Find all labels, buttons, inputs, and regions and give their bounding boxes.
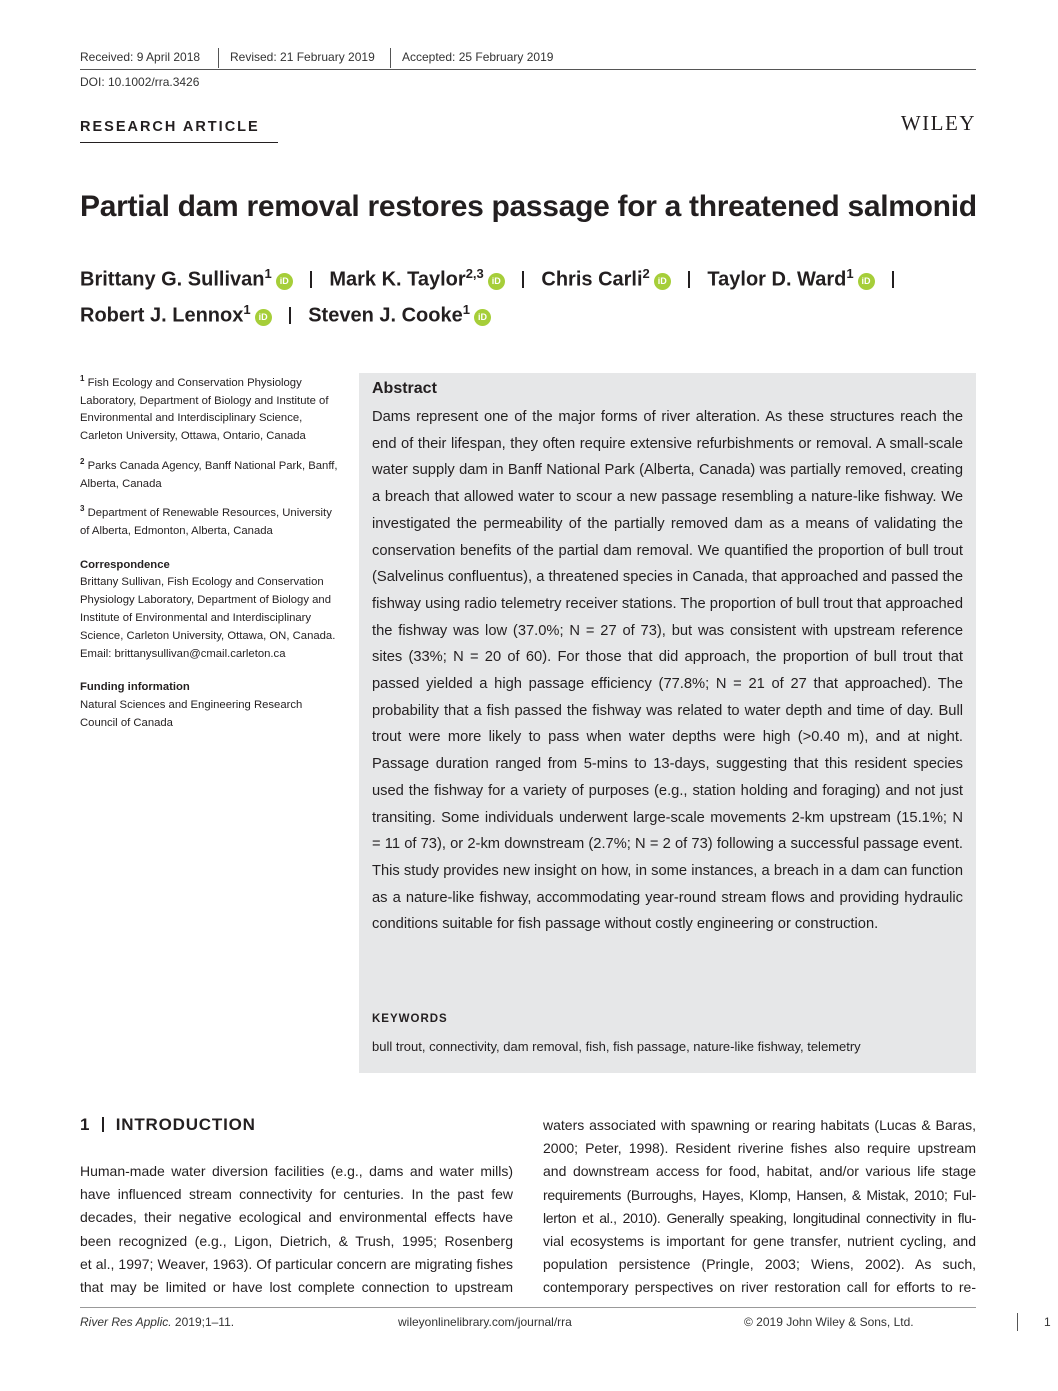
- orcid-icon[interactable]: iD: [276, 273, 293, 290]
- orcid-icon[interactable]: iD: [255, 309, 272, 326]
- section-title: INTRODUCTION: [115, 1115, 256, 1134]
- doi[interactable]: DOI: 10.1002/rra.3426: [80, 75, 200, 89]
- orcid-icon[interactable]: iD: [488, 273, 505, 290]
- body-line: requirements (Burroughs, Hayes, Klomp, Hansen, & Mistak, 2010; Ful-: [543, 1186, 976, 1203]
- author-affiliation: 2,3: [465, 266, 484, 281]
- section-heading-introduction: [80, 1115, 256, 1135]
- keywords-list: bull trout, connectivity, dam removal, fish, fish passage, nature-like fishway, telemetry: [372, 1039, 861, 1054]
- body-column-right: [543, 1114, 976, 1300]
- orcid-icon[interactable]: iD: [858, 273, 875, 290]
- body-column-left: [80, 1160, 513, 1299]
- author-separator: [522, 271, 524, 288]
- author-affiliation: 1: [462, 302, 470, 317]
- submission-dates: [80, 48, 976, 68]
- orcid-icon[interactable]: iD: [654, 273, 671, 290]
- body-line: et al., 1997; Weaver, 1963). Of particular concern are migrating fishes: [80, 1255, 513, 1272]
- funding-text: Natural Sciences and Engineering Research Council of Canada: [80, 699, 303, 730]
- author-name: Robert J. Lennox: [80, 304, 244, 327]
- body-line: lerton et al., 2010). Generally speaking, longitudinal connectivity in flu-: [543, 1209, 976, 1226]
- footer-separator: [1017, 1313, 1018, 1331]
- author-name: Chris Carli: [541, 268, 643, 291]
- author-name: Mark K. Taylor: [329, 268, 466, 291]
- section-number: 1: [80, 1115, 91, 1134]
- journal-citation: River Res Applic. 2019;1–11.: [80, 1315, 235, 1329]
- author-affiliation: 2: [642, 266, 650, 281]
- author-affiliation: 1: [846, 266, 854, 281]
- affiliation-1: $^1$ Fish Ecology and Conservation Physiology Laboratory, Department of Biology and Institute of Environmental and Interdisciplinary Science, Carleton University, Ottawa, Ontario, Canada: [80, 374, 329, 443]
- received-date: Received: 9 April 2018: [80, 50, 201, 64]
- date-separator: [218, 48, 219, 68]
- abstract-text: Dams represent one of the major forms of river alteration. As these structures reach the end of their lifespan, they often require extensive refurbishments or removal. A small-scale water supply dam in Banff National Park (Alberta, Canada) was partially removed, creating a breach that allowed water to scour a new passage resembling a nature-like fishway. We investigated the permeability of the partially removed dam as a means of validating the conservation benefits of the partial dam removal. We quantified the proportion of bull trout (Salvelinus confluentus), a threatened species in Canada, that approached and passed the fishway using radio telemetry receiver stations. The proportion of bull trout that approached the fishway was low (37.0%; N = 27 of 73), but was consistent with upstream reference sites (33%; N = 20 of 60). For those that did approach, the proportion of bull trout that passed yielded a high passage efficiency (77.8%; N = 21 of 27 that approached). The probability that a fish passed the fishway was related to water depth and time of day. Bull trout were more likely to pass when water depths were high (>0.40 m), and at night. Passage duration ranged from 5-mins to 13-days, suggesting that this resident species used the fishway for a variety of purposes (e.g., station holding and foraging) and not just transiting. Some individuals underwent large-scale movements 2-km upstream (15.1%; N = 11 of 73), or 2-km downstream (2.7%; N = 2 of 73) following a successful passage event. This study provides new insight on how, in some instances, a breach in a dam can function as a nature-like fishway, accommodating year-round stream flows and providing hydraulic conditions suitable for fish passage without costly engineering or construction.: [372, 409, 963, 933]
- author-name: Taylor D. Ward: [707, 268, 847, 291]
- page-number: 1: [1044, 1315, 1051, 1329]
- footer-rule: [80, 1307, 976, 1308]
- body-line: and downstream access for food, habitat, and/or various life stage: [543, 1163, 976, 1180]
- copyright: © 2019 John Wiley & Sons, Ltd.: [744, 1315, 914, 1329]
- author-separator: [310, 271, 312, 288]
- author-separator: [892, 271, 894, 288]
- body-line: waters associated with spawning or rearing habitats (Lucas & Baras,: [543, 1117, 976, 1133]
- body-line: decades, their negative ecological and environmental effects have: [80, 1209, 513, 1226]
- author-affiliation: 1: [264, 266, 272, 281]
- date-separator: [390, 48, 391, 68]
- author-name: Steven J. Cooke: [308, 304, 463, 327]
- page-footer: [80, 1313, 1051, 1333]
- author-affiliation: 1: [243, 302, 251, 317]
- orcid-icon[interactable]: iD: [474, 309, 491, 326]
- body-line: been recognized (e.g., Ligon, Dietrich, & Trush, 1995; Rosenberg: [80, 1232, 513, 1249]
- body-line: population persistence (Pringle, 2003; Wiens, 2002). As such,: [543, 1256, 976, 1273]
- affiliation-3: $^3$ Department of Renewable Resources, University of Alberta, Edmonton, Alberta, Canada: [80, 504, 332, 537]
- keywords-heading: KEYWORDS: [372, 1013, 448, 1025]
- journal-url[interactable]: wileyonlinelibrary.com/journal/rra: [398, 1315, 572, 1329]
- header-rule: [80, 69, 976, 70]
- author-line-1: [80, 266, 906, 292]
- accepted-date: Accepted: 25 February 2019: [402, 50, 554, 64]
- body-line: Human-made water diversion facilities (e.g., dams and water mills): [80, 1163, 513, 1179]
- correspondence-email[interactable]: Email: brittanysullivan@cmail.carleton.ca: [80, 647, 286, 660]
- funding-heading: Funding information: [80, 681, 190, 694]
- section-separator: [102, 1117, 104, 1132]
- revised-date: Revised: 21 February 2019: [230, 50, 375, 64]
- publisher-logo: WILEY: [900, 111, 976, 135]
- correspondence-text: Brittany Sullivan, Fish Ecology and Conservation Physiology Laboratory, Department of Biology and Institute of Environmental and Interdisciplinary Science, Carleton University, Ottawa, ON, Canada.: [80, 576, 336, 642]
- article-title: Partial dam removal restores passage for a threatened salmonid: [80, 190, 977, 223]
- body-line: vial ecosystems is important for gene transfer, nutrient cycling, and: [543, 1233, 976, 1250]
- abstract-heading: Abstract: [372, 380, 437, 397]
- article-info-column: [80, 370, 342, 740]
- affiliation-2: $^2$ Parks Canada Agency, Banff National Park, Banff, Alberta, Canada: [80, 456, 338, 490]
- article-type: RESEARCH ARTICLE: [80, 119, 260, 135]
- body-line: 2000; Peter, 1998). Resident riverine fishes also require upstream: [543, 1140, 976, 1157]
- author-line-2: [80, 302, 491, 328]
- author-separator: [289, 307, 291, 324]
- body-line: have influenced stream connectivity for centuries. In the past few: [80, 1186, 513, 1203]
- author-name: Brittany G. Sullivan: [80, 268, 265, 291]
- article-type-underline: [80, 142, 278, 143]
- correspondence-heading: Correspondence: [80, 558, 170, 571]
- body-line: that may be limited or have lost complete connection to upstream: [80, 1279, 513, 1296]
- body-line: contemporary perspectives on river restoration call for efforts to re-: [543, 1279, 976, 1296]
- author-separator: [688, 271, 690, 288]
